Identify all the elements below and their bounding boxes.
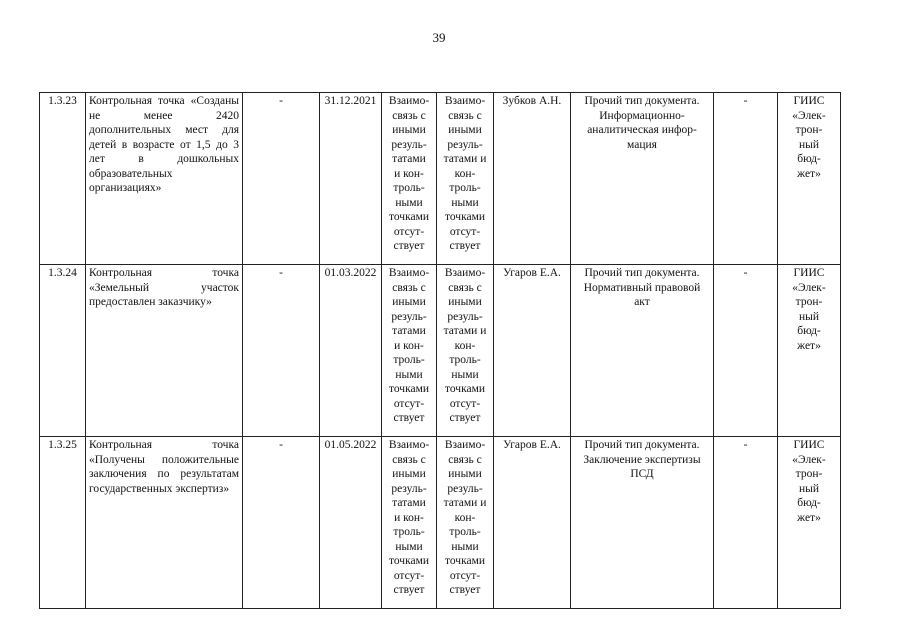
info-system-cell: ГИИС «Элек- трон- ный бюд- жет» <box>778 265 841 437</box>
predecessor-cell: - <box>243 93 320 265</box>
relation-cell-2: Взаимо- связь с иными резуль- татами и кон- троль- ными точками отсут- ствует <box>437 437 494 609</box>
responsible-cell: Зубков А.Н. <box>494 93 571 265</box>
document-type-cell: Прочий тип документа. Информационно- аналитическая инфор- мация <box>571 93 714 265</box>
table-row <box>40 93 841 265</box>
row-number: 1.3.25 <box>40 437 86 609</box>
table-row <box>40 265 841 437</box>
page-number: 39 <box>432 30 446 45</box>
level-cell: - <box>714 265 778 437</box>
control-point-name: Контрольная точка «Созданы не менее 2420 дополнительных мест для детей в возрасте от 1,5 до 3 лет в дошкольных образовательных организациях» <box>86 93 243 265</box>
info-system-cell: ГИИС «Элек- трон- ный бюд- жет» <box>778 437 841 609</box>
due-date-cell: 01.03.2022 <box>320 265 382 437</box>
responsible-cell: Угаров Е.А. <box>494 265 571 437</box>
relation-cell-2: Взаимо- связь с иными резуль- татами и кон- троль- ными точками отсут- ствует <box>437 265 494 437</box>
level-cell: - <box>714 437 778 609</box>
document-type-cell: Прочий тип документа. Нормативный правовой акт <box>571 265 714 437</box>
relation-cell: Взаимо- связь с иными резуль- татами и кон- троль- ными точками отсут- ствует <box>382 265 437 437</box>
control-point-name: Контрольная точка «Получены положительные заключения по результатам государственных экспертиз» <box>86 437 243 609</box>
predecessor-cell: - <box>243 437 320 609</box>
level-cell: - <box>714 93 778 265</box>
relation-cell: Взаимо- связь с иными резуль- татами и кон- троль- ными точками отсут- ствует <box>382 437 437 609</box>
relation-cell-2: Взаимо- связь с иными резуль- татами и кон- троль- ными точками отсут- ствует <box>437 93 494 265</box>
due-date-cell: 01.05.2022 <box>320 437 382 609</box>
control-point-name: Контрольная точка «Земельный участок предоставлен заказчику» <box>86 265 243 437</box>
table-row <box>40 437 841 609</box>
control-points-table <box>39 92 841 609</box>
info-system-cell: ГИИС «Элек- трон- ный бюд- жет» <box>778 93 841 265</box>
responsible-cell: Угаров Е.А. <box>494 437 571 609</box>
due-date-cell: 31.12.2021 <box>320 93 382 265</box>
row-number: 1.3.23 <box>40 93 86 265</box>
row-number: 1.3.24 <box>40 265 86 437</box>
relation-cell: Взаимо- связь с иными резуль- татами и кон- троль- ными точками отсут- ствует <box>382 93 437 265</box>
document-type-cell: Прочий тип документа. Заключение экспертизы ПСД <box>571 437 714 609</box>
predecessor-cell: - <box>243 265 320 437</box>
